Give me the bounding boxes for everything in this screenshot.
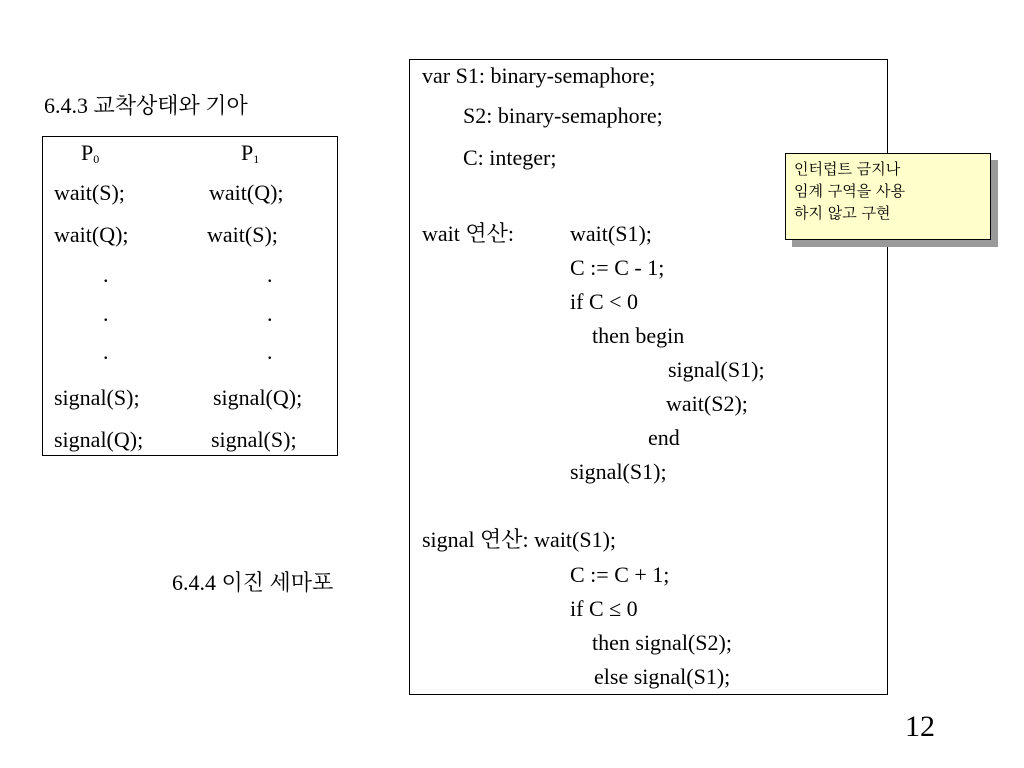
process-table <box>42 136 338 456</box>
ellipsis-dot: . <box>103 339 109 364</box>
code-line: C: integer; <box>463 145 557 170</box>
code-line: then begin <box>592 323 685 348</box>
process-p1-label: $P_1$ <box>241 140 260 166</box>
ellipsis-dot: . <box>103 301 109 326</box>
code-line: end <box>648 425 680 450</box>
wait-operation-label: wait 연산: <box>422 221 514 246</box>
code-line: if C ≤ 0 <box>570 596 638 621</box>
p1-line: wait(Q); <box>209 180 284 205</box>
ellipsis-dot: . <box>267 262 273 287</box>
p0-line: signal(S); <box>54 385 140 410</box>
p1-line: wait(S); <box>207 222 278 247</box>
code-line: signal(S1); <box>570 459 667 484</box>
note-line: 인터럽트 금지나 <box>794 160 901 178</box>
code-line: C := C + 1; <box>570 562 670 587</box>
code-line: then signal(S2); <box>592 630 732 655</box>
process-p0-label: $P_0$ <box>81 140 100 166</box>
p0-line: wait(Q); <box>54 222 129 247</box>
code-line: S2: binary-semaphore; <box>463 103 663 128</box>
code-line: signal(S1); <box>668 357 765 382</box>
ellipsis-dot: . <box>267 301 273 326</box>
code-line: C := C - 1; <box>570 255 665 280</box>
code-line: wait(S1); <box>570 221 652 246</box>
code-line: else signal(S1); <box>594 664 731 689</box>
section-heading-deadlock: 6.4.3 교착상태와 기아 <box>44 93 248 118</box>
page-number: 12 <box>905 710 935 743</box>
code-line: var S1: binary-semaphore; <box>422 63 656 88</box>
ellipsis-dot: . <box>267 339 273 364</box>
note-line: 임계 구역을 사용 <box>794 182 905 200</box>
p0-line: wait(S); <box>54 180 125 205</box>
p1-line: signal(S); <box>211 427 297 452</box>
p1-line: signal(Q); <box>213 385 303 410</box>
code-line: wait(S2); <box>666 391 748 416</box>
code-line: if C < 0 <box>570 289 639 314</box>
p0-line: signal(Q); <box>54 427 144 452</box>
implementation-note <box>785 153 991 240</box>
section-heading-binary-semaphore: 6.4.4 이진 세마포 <box>172 570 334 595</box>
note-line: 하지 않고 구현 <box>794 204 891 222</box>
ellipsis-dot: . <box>103 262 109 287</box>
signal-operation-label: signal 연산: wait(S1); <box>422 527 617 552</box>
